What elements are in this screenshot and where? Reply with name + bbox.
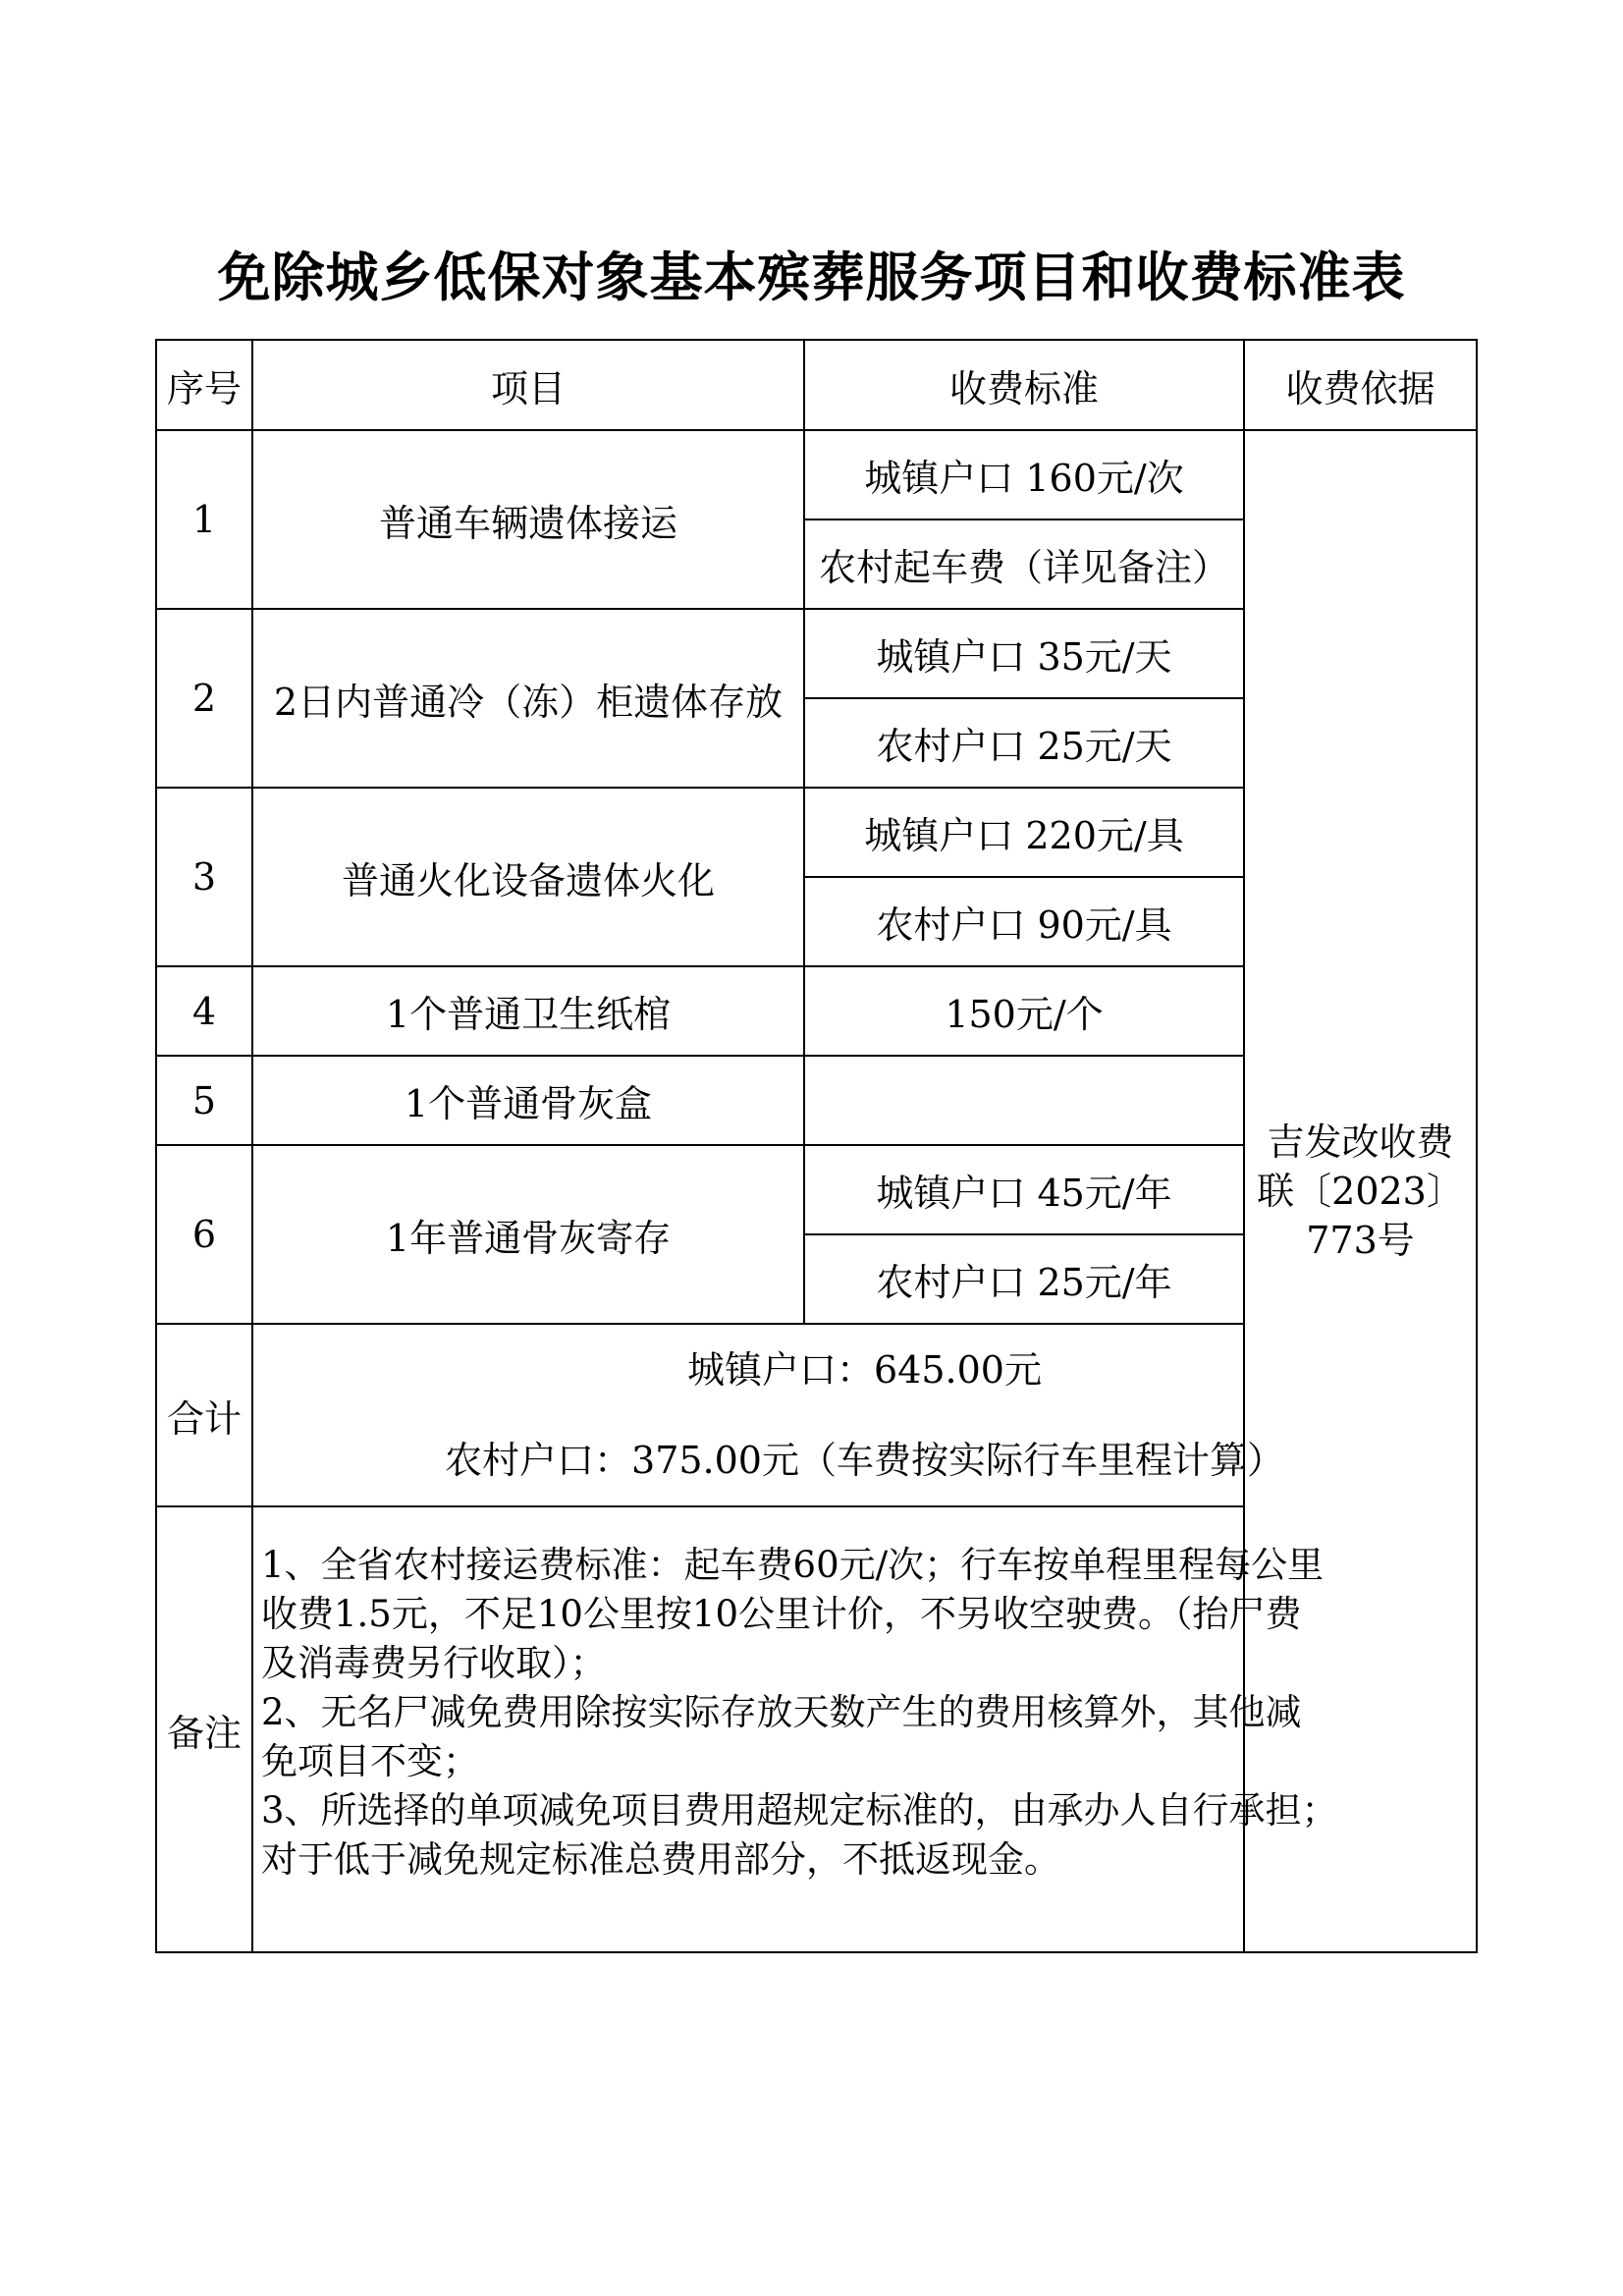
row-fee: 城镇户口 35元/天 [804, 609, 1244, 698]
row-fee: 城镇户口 160元/次 [804, 430, 1244, 519]
total-label: 合计 [156, 1324, 252, 1506]
row-fee: 城镇户口 220元/具 [804, 788, 1244, 877]
notes-text [252, 1506, 1477, 1952]
page-title: 免除城乡低保对象基本殡葬服务项目和收费标准表 [217, 246, 1406, 308]
note-line: 2、无名尸减免费用除按实际存放天数产生的费用核算外，其他减 [261, 1691, 1302, 1733]
row-item: 普通火化设备遗体火化 [252, 788, 804, 966]
note-line: 免项目不变； [261, 1740, 479, 1782]
note-line: 1、全省农村接运费标准：起车费60元/次；行车按单程里程每公里 [261, 1544, 1325, 1586]
row-number: 2 [156, 609, 252, 788]
table-row [156, 430, 1477, 519]
row-item: 1个普通骨灰盒 [252, 1056, 804, 1145]
note-line: 收费1.5元，不足10公里按10公里计价，不另收空驶费。（抬尸费 [261, 1593, 1302, 1635]
basis-line: 吉发改收费 [1267, 1121, 1454, 1164]
row-fee [804, 1056, 1244, 1145]
note-line: 对于低于减免规定标准总费用部分，不抵返现金。 [261, 1838, 1060, 1881]
row-fee: 农村户口 90元/具 [804, 877, 1244, 966]
row-number: 1 [156, 430, 252, 609]
row-fee: 农村起车费（详见备注） [804, 519, 1244, 609]
total-row [156, 1324, 1477, 1506]
header-standard: 收费标准 [804, 340, 1244, 430]
header-basis: 收费依据 [1244, 340, 1477, 430]
row-item: 1年普通骨灰寄存 [252, 1145, 804, 1324]
notes-label: 备注 [156, 1506, 252, 1952]
total-line: 城镇户口：645.00元 [687, 1348, 1042, 1392]
header-item: 项目 [252, 340, 804, 430]
basis-line: 773号 [1306, 1219, 1415, 1262]
notes-row [156, 1506, 1477, 1952]
basis-line: 联〔2023〕 [1257, 1170, 1464, 1213]
row-fee: 农村户口 25元/天 [804, 698, 1244, 788]
row-number: 3 [156, 788, 252, 966]
row-fee: 150元/个 [804, 966, 1244, 1056]
note-line: 及消毒费另行收取）； [261, 1642, 607, 1684]
row-item: 普通车辆遗体接运 [252, 430, 804, 609]
header-no: 序号 [156, 340, 252, 430]
note-line: 3、所选择的单项减免项目费用超规定标准的，由承办人自行承担； [261, 1789, 1338, 1831]
row-item: 2日内普通冷（冻）柜遗体存放 [252, 609, 804, 788]
row-fee: 农村户口 25元/年 [804, 1234, 1244, 1324]
row-fee: 城镇户口 45元/年 [804, 1145, 1244, 1234]
row-number: 6 [156, 1145, 252, 1324]
row-number: 5 [156, 1056, 252, 1145]
header-row [156, 340, 1477, 430]
row-item: 1个普通卫生纸棺 [252, 966, 804, 1056]
fee-table [155, 339, 1478, 1953]
total-line: 农村户口：375.00元（车费按实际行车里程计算） [445, 1439, 1284, 1482]
row-number: 4 [156, 966, 252, 1056]
total-values [252, 1324, 1477, 1506]
